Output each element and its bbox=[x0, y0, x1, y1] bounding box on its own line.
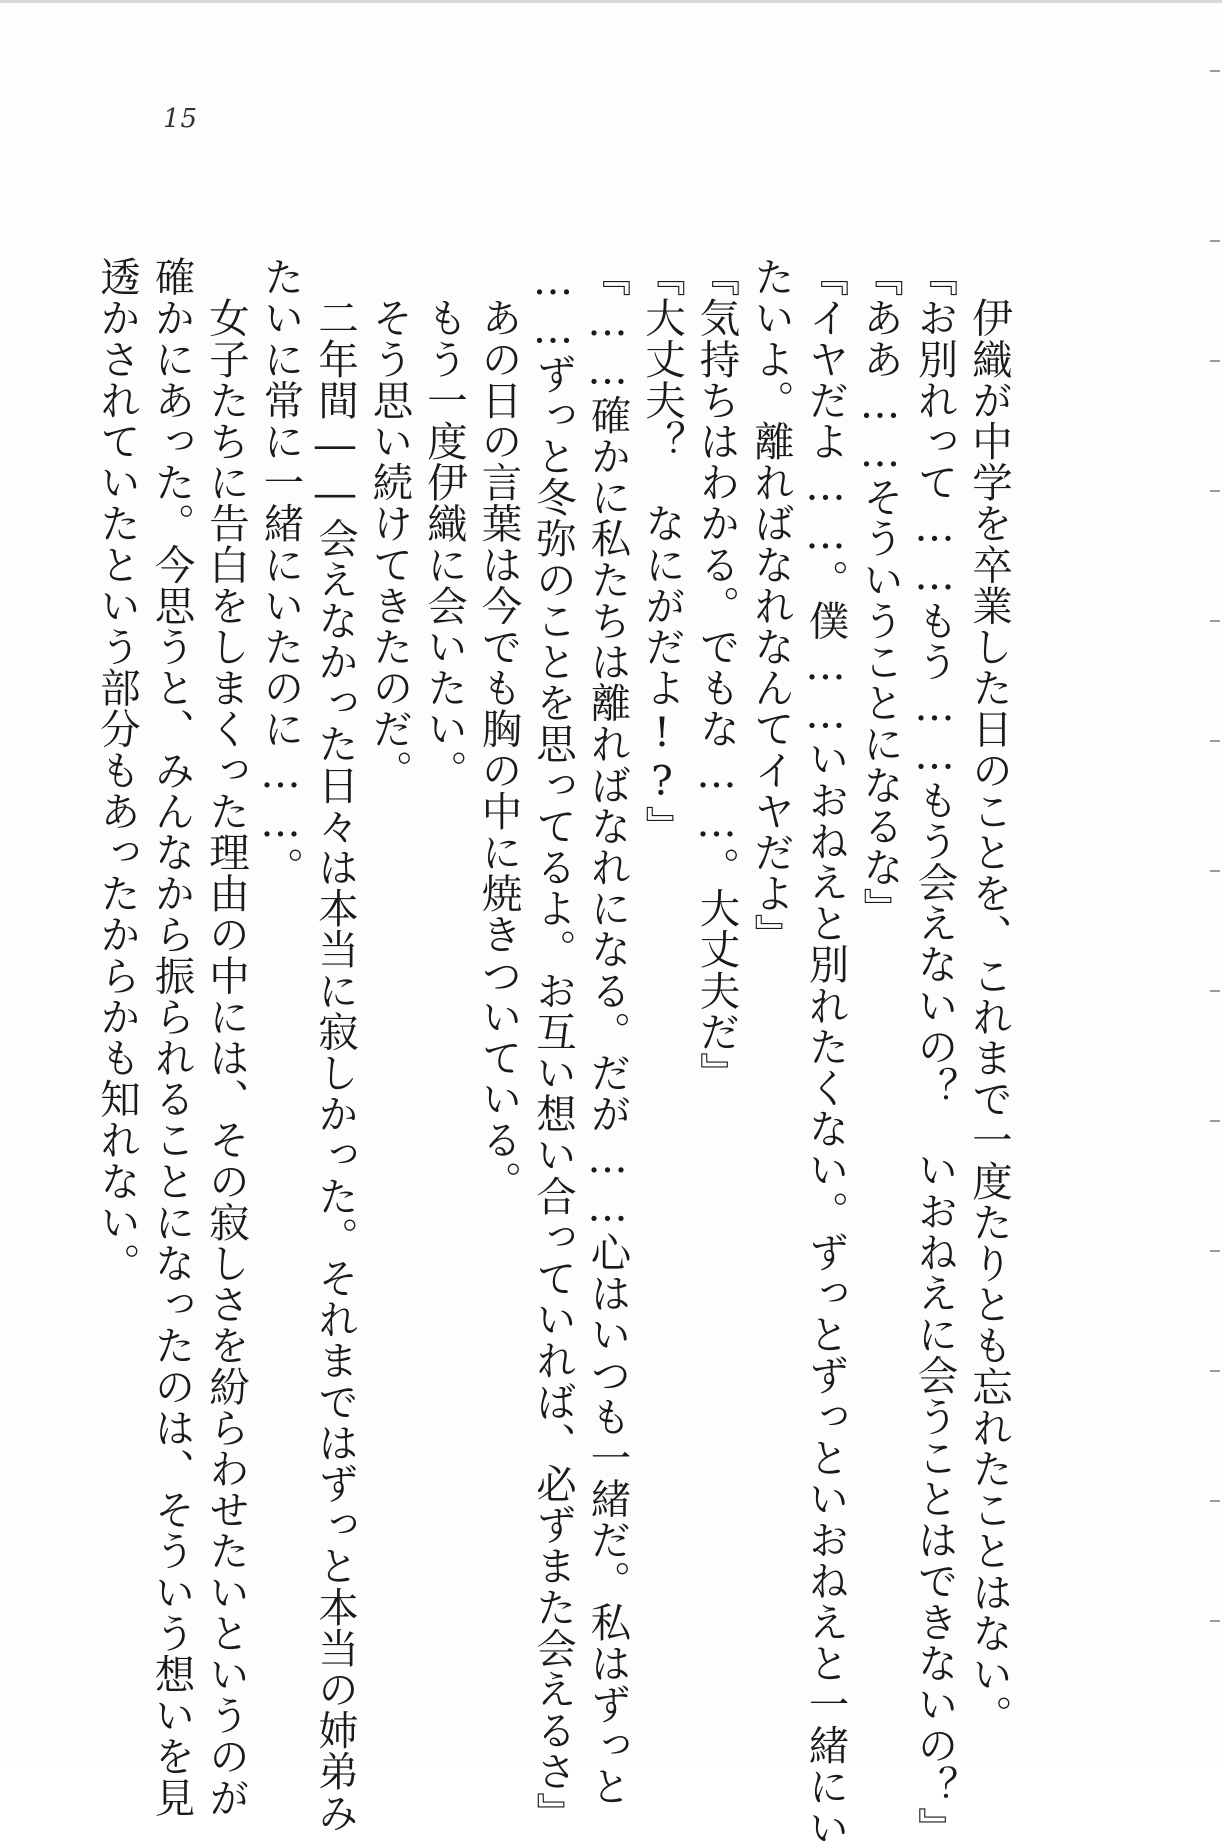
text-line: 『ああ……そういうことになるな』 bbox=[856, 256, 904, 929]
scan-edge-mark bbox=[1210, 1370, 1220, 1372]
text-line: 伊織が中学を卒業した日のことを、これまで一度たりとも忘れたことはない。 bbox=[965, 256, 1013, 1736]
scan-edge-mark bbox=[1210, 1250, 1220, 1252]
text-line: もう一度伊織に会いたい。 bbox=[420, 256, 468, 791]
scan-edge-mark bbox=[1210, 740, 1220, 742]
scan-edge-mark bbox=[1210, 990, 1220, 992]
scan-edge-mark bbox=[1210, 360, 1220, 362]
scan-edge-mark bbox=[1210, 240, 1220, 242]
text-line: たいに常に一緒にいたのに……。 bbox=[256, 256, 305, 888]
text-line: 二年間――会えなかった日々は本当に寂しかった。それまではずっと本当の姉弟み bbox=[311, 256, 359, 1833]
scan-edge-mark bbox=[1210, 870, 1220, 872]
vertical-body-text bbox=[93, 256, 1016, 1848]
text-line: たいよ。離ればなれなんてイヤだよ』 bbox=[747, 256, 795, 955]
scan-edge-mark bbox=[1210, 70, 1220, 72]
text-line: 『……確かに私たちは離ればなれになる。だが……心はいつも一緒だ。私はずっと bbox=[583, 256, 632, 1807]
text-line: 『お別れって……もう……もう会えないの？ いおねえに会うことはできないの？』 bbox=[910, 256, 959, 1848]
page-number: 15 bbox=[163, 104, 199, 134]
text-line: 『大丈夫？ なにがだよ!?』 bbox=[638, 256, 686, 847]
text-line: あの日の言葉は今でも胸の中に焼きついている。 bbox=[474, 256, 523, 1202]
scan-edge-mark bbox=[1210, 490, 1220, 492]
scan-edge-mark bbox=[1210, 1620, 1220, 1622]
text-line: ……ずっと冬弥のことを思ってるよ。お互い想い合っていれば、必ずまた会えるさ』 bbox=[529, 256, 577, 1833]
scan-edge-marks bbox=[1204, 40, 1222, 1720]
scan-edge-mark bbox=[1210, 1500, 1220, 1502]
text-line: 『気持ちはわかる。でもな……。大丈夫だ』 bbox=[692, 256, 741, 1093]
text-line: 確かにあった。今思うと、みんなから振られることになったのは、そういう想いを見 bbox=[147, 256, 196, 1818]
text-line: 『イヤだよ……。僕……いおねえと別れたくない。ずっとずっといおねえと一緒にい bbox=[801, 256, 850, 1848]
text-line: 女子たちに告白をしまくった理由の中には、その寂しさを紛らわせたいというのが bbox=[202, 256, 250, 1818]
text-line: そう思い続けてきたのだ。 bbox=[365, 256, 414, 791]
scan-edge-mark bbox=[1210, 620, 1220, 622]
scan-edge-mark bbox=[1210, 1120, 1220, 1122]
text-line: 透かされていたという部分もあったからかも知れない。 bbox=[93, 256, 141, 1284]
top-scan-edge bbox=[0, 0, 1222, 3]
